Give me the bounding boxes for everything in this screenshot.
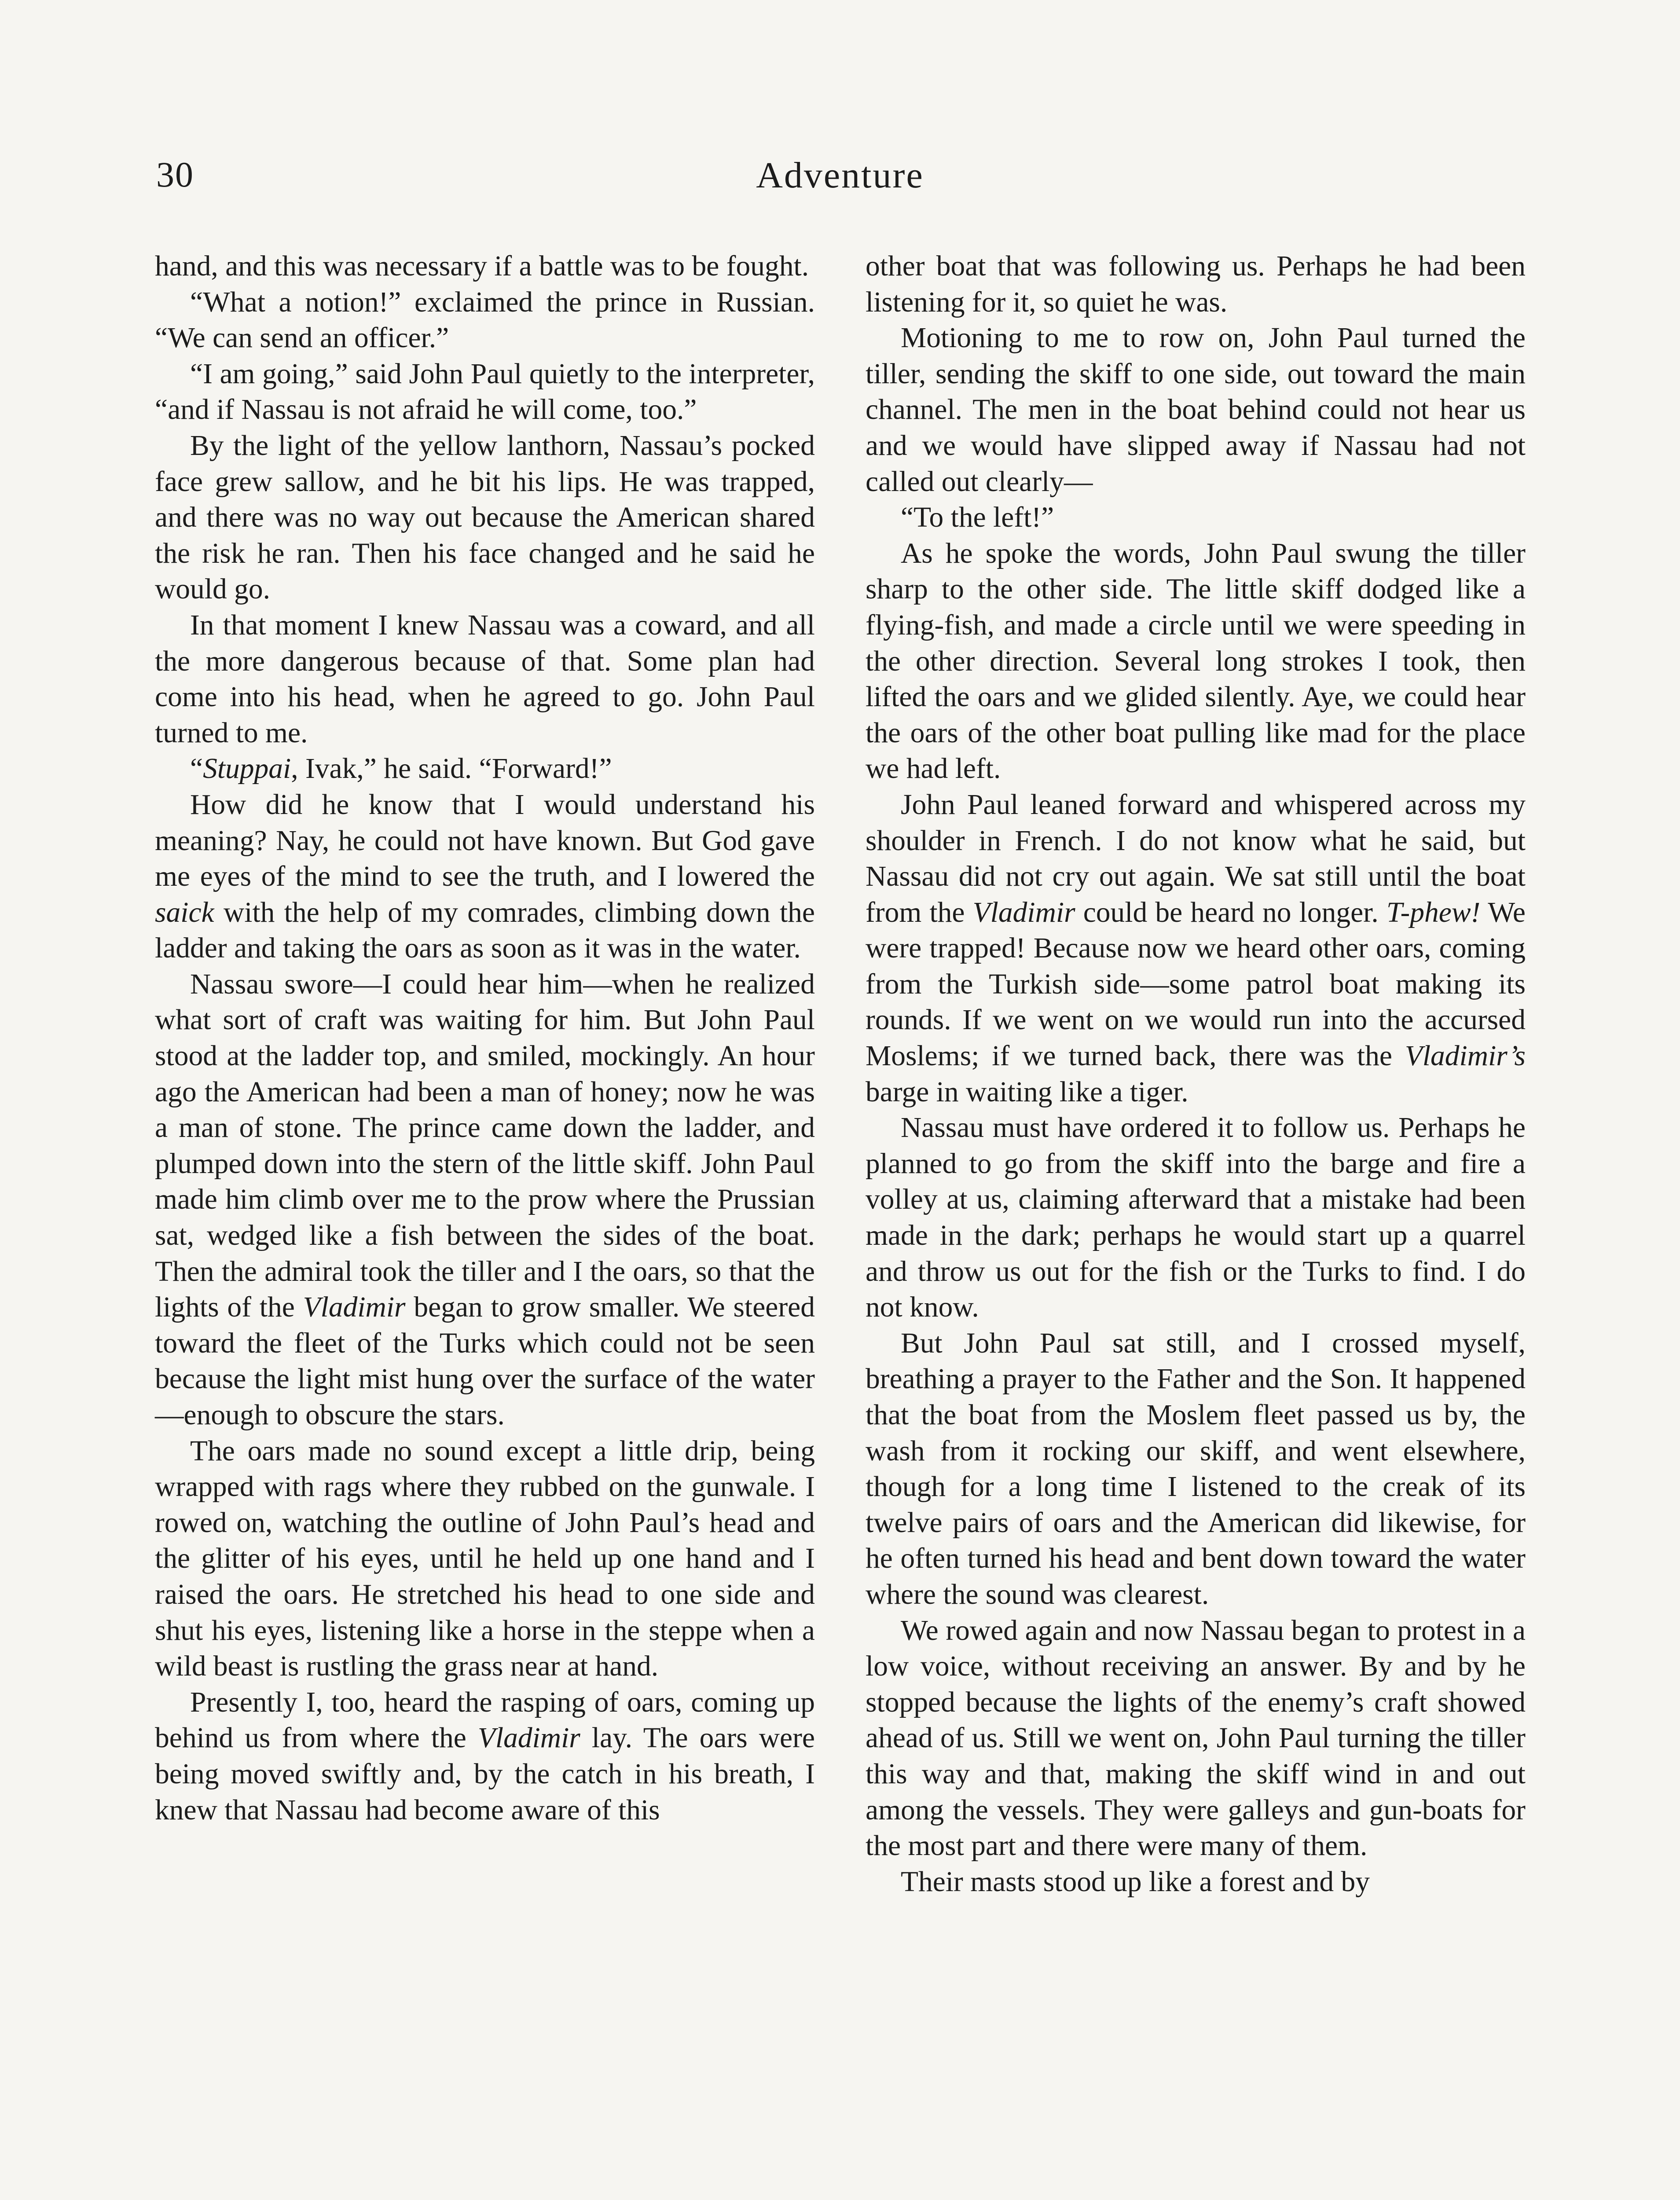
paragraph-text: In that moment I knew Nassau was a coward, and all the more dangerous because of that. Some plan had come into his head, when he agreed to go. John Paul turned to me.: [155, 609, 815, 749]
paragraph: [155, 751, 815, 787]
paragraph: [155, 967, 815, 1434]
paragraph: [866, 249, 1526, 320]
italic-text: Vladimir’s: [1405, 1040, 1526, 1072]
paragraph-text: other boat that was following us. Perhaps he had been listening for it, so quiet he was.: [866, 250, 1526, 318]
paragraph: [866, 500, 1526, 536]
paragraph: [866, 1613, 1526, 1864]
right-text-column: [866, 249, 1526, 1900]
paragraph-text: We were trapped! Because now we heard other oars, coming from the Turkish side—some patrol boat making its rounds. If we went on we would run into the accursed Moslems; if we turned back, there was the: [866, 896, 1526, 1072]
paragraph-text: Nassau must have ordered it to follow us. Perhaps he planned to go from the skiff into the barge and fire a volley at us, claiming afterward that a mistake had been made in the dark; perhaps he would start up a quarrel and throw us out for the fish or the Turks to find. I do not know.: [866, 1112, 1526, 1324]
running-title: Adventure: [756, 155, 924, 196]
page-number: 30: [156, 154, 194, 194]
paragraph-text: But John Paul sat still, and I crossed myself, breathing a prayer to the Father and the Son. It happened that the boat from the Moslem fleet passed us by, the wash from it rocking our skiff, and went elsewhere, though for a long time I listened to the creak of its twelve pairs of oars and the American did likewise, for he often turned his head and bent down toward the water where the sound was clearest.: [866, 1327, 1526, 1610]
paragraph-text: could be heard no longer.: [1075, 896, 1387, 928]
paragraph-text: John Paul leaned forward and whispered across my shoulder in French. I do not know what he said, but Nassau did not cry out again. We sat still until the boat from the: [866, 788, 1526, 928]
paragraph: [155, 1685, 815, 1828]
paragraph-text: Presently I, too, heard the rasping of oars, coming up behind us from where the: [155, 1686, 815, 1754]
paragraph: [155, 285, 815, 356]
paragraph: [866, 320, 1526, 500]
paragraph-text: with the help of my comrades, climbing down the ladder and taking the oars as soon as it was in the water.: [155, 896, 815, 964]
paragraph: [866, 1326, 1526, 1613]
page-header: [0, 154, 1680, 216]
paragraph-text: barge in waiting like a tiger.: [866, 1076, 1188, 1108]
paragraph: [866, 787, 1526, 1110]
paragraph-text: Their masts stood up like a forest and by: [901, 1866, 1370, 1898]
paragraph-text: Motioning to me to row on, John Paul turned the tiller, sending the skiff to one side, out toward the main channel. The men in the boat behind could not hear us and we would have slipped away if Nassau had not called out clearly—: [866, 322, 1526, 498]
paragraph-text: We rowed again and now Nassau began to protest in a low voice, without receiving an answer. By and by he stopped because the lights of the enemy’s craft showed ahead of us. Still we went on, John Paul turning the tiller this way and that, making the skiff wind in and out among the vessels. They were galleys and gun-boats for the most part and there were many of them.: [866, 1614, 1526, 1862]
paragraph-text: lay. The oars were being moved swiftly and, by the catch in his breath, I knew that Nassau had become aware of this: [155, 1722, 815, 1826]
italic-text: saick: [155, 896, 214, 928]
paragraph: [155, 787, 815, 967]
paragraph-text: How did he know that I would understand his meaning? Nay, he could not have known. But God gave me eyes of the mind to see the truth, and I lowered the: [155, 788, 815, 893]
paragraph: [155, 249, 815, 285]
paragraph-text: As he spoke the words, John Paul swung the tiller sharp to the other side. The little skiff dodged like a flying-fish, and made a circle until we were speeding in the other direction. Several long strokes I took, then lifted the oars and we glided silently. Aye, we could hear the oars of the other boat pulling like mad for the place we had left.: [866, 537, 1526, 785]
paragraph-text: “I am going,” said John Paul quietly to the interpreter, “and if Nassau is not afraid he will come, too.”: [155, 358, 815, 426]
paragraph: [155, 428, 815, 608]
italic-text: Stuppai: [203, 753, 291, 785]
paragraph-text: , Ivak,” he said. “Forward!”: [291, 753, 612, 785]
italic-text: Vladimir: [303, 1291, 406, 1324]
paragraph: [866, 536, 1526, 787]
paragraph: [155, 608, 815, 751]
paragraph-text: began to grow smaller. We steered toward the fleet of the Turks which could not be seen because the light mist hung over the surface of the water—enough to obscure the stars.: [155, 1291, 815, 1431]
paragraph-text: “To the left!”: [901, 502, 1054, 534]
italic-text: Vladimir: [477, 1722, 580, 1754]
paragraph: [155, 356, 815, 428]
paragraph: [155, 1434, 815, 1685]
paragraph-text: “What a notion!” exclaimed the prince in Russian. “We can send an officer.”: [155, 286, 815, 354]
paragraph-text: “: [190, 753, 203, 785]
italic-text: Vladimir: [972, 896, 1075, 928]
paragraph: [866, 1864, 1526, 1900]
italic-text: T-phew!: [1386, 896, 1481, 928]
left-text-column: [155, 249, 815, 1828]
paragraph-text: Nassau swore—I could hear him—when he realized what sort of craft was waiting for him. But John Paul stood at the ladder top, and smiled, mockingly. An hour ago the American had been a man of honey; now he was a man of stone. The prince came down the ladder, and plumped down into the stern of the little skiff. John Paul made him climb over me to the prow where the Prussian sat, wedged like a fish between the sides of the boat. Then the admiral took the tiller and I the oars, so that the lights of the: [155, 968, 815, 1324]
paragraph-text: By the light of the yellow lanthorn, Nassau’s pocked face grew sallow, and he bit his lips. He was trapped, and there was no way out because the American shared the risk he ran. Then his face changed and he said he would go.: [155, 429, 815, 605]
paragraph-text: hand, and this was necessary if a battle was to be fought.: [155, 250, 809, 282]
paragraph-text: The oars made no sound except a little drip, being wrapped with rags where they rubbed on the gunwale. I rowed on, watching the outline of John Paul’s head and the glitter of his eyes, until he held up one hand and I raised the oars. He stretched his head to one side and shut his eyes, listening like a horse in the steppe when a wild beast is rustling the grass near at hand.: [155, 1435, 815, 1683]
paragraph: [866, 1110, 1526, 1326]
